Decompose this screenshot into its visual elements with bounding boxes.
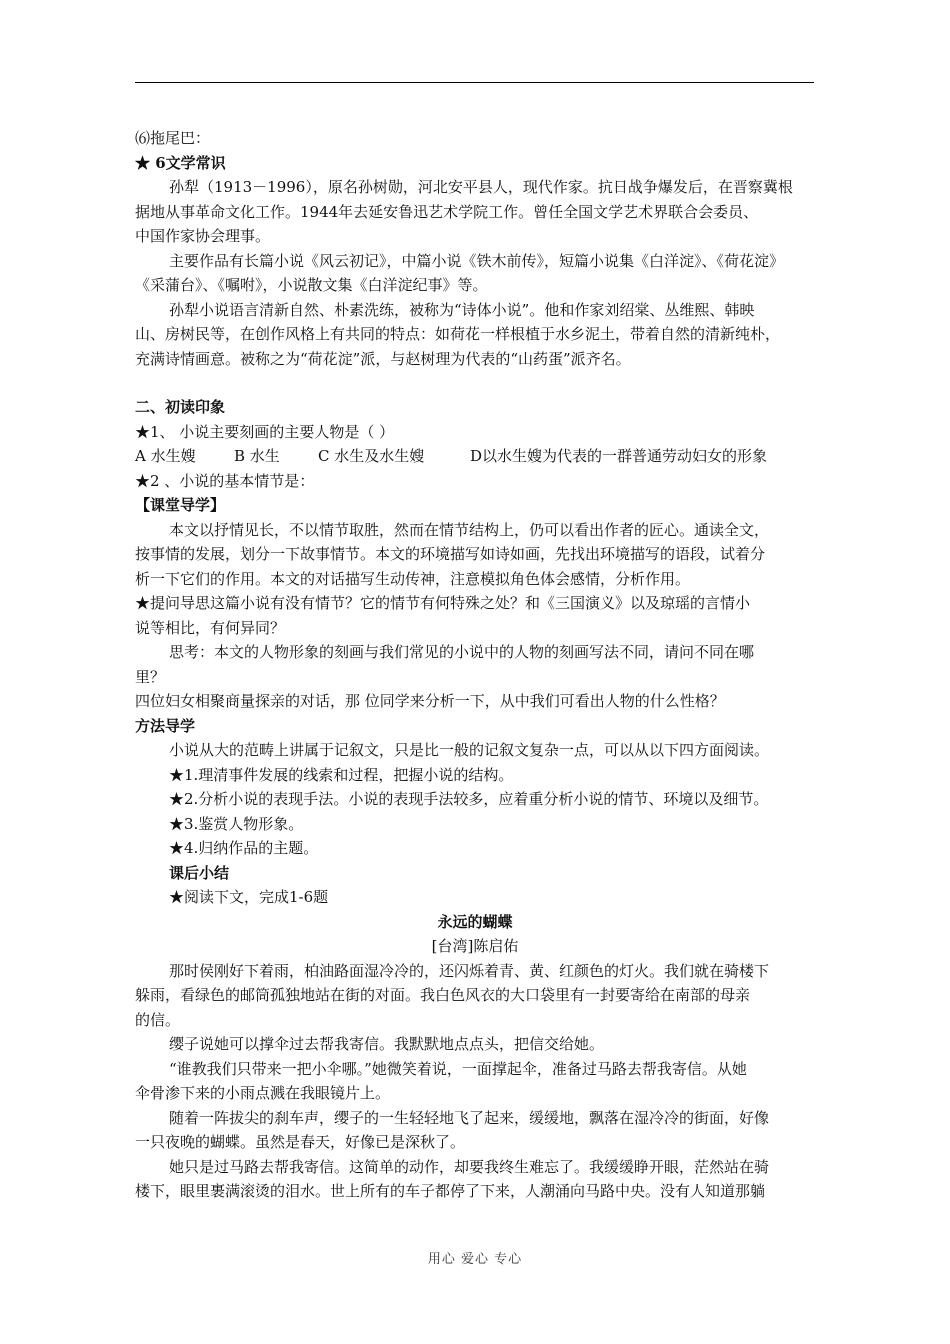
method-item-1: ★1.理清事件发展的线索和过程，把握小说的结构。 [169, 765, 514, 784]
class-guide-heading: 【课堂导学】 [135, 496, 226, 514]
option-a: A 水生嫂 [135, 447, 196, 465]
method-item-2: ★2.分析小说的表现手法。小说的表现手法较多，应着重分析小说的情节、环境以及细节。 [169, 790, 769, 808]
guide-line-3: 析一下它们的作用。本文的对话描写生动传神，注意模拟角色体会感情，分析作用。 [135, 569, 691, 588]
reading-task: ★阅读下文，完成1-6题 [169, 888, 329, 906]
ask-line-2: 说等相比，有何异同？ [135, 618, 286, 637]
article-p5-line-1: 她只是过马路去帮我寄信。这简单的动作，却要我终生难忘了。我缓缓睁开眼，茫然站在骑 [169, 1157, 770, 1176]
method-heading: 方法导学 [135, 716, 196, 735]
first-reading-heading: 二、初读印象 [135, 398, 226, 416]
think-line-2: 里？ [135, 667, 166, 686]
page-footer: 用心 爱心 专心 [427, 1252, 523, 1267]
style-line-2: 山、房树民等，在创作风格上有共同的特点：如荷花一样根植于水乡泥土，带着自然的清新纯朴， [135, 325, 781, 343]
article-p1-line-1: 那时侯刚好下着雨，柏油路面湿冷冷的，还闪烁着青、黄、红颜色的灯火。我们就在骑楼下 [169, 961, 770, 980]
think-line-1: 思考：本文的人物形象的刻画与我们常见的小说中的人物的刻画写法不同，请问不同在哪 [169, 643, 755, 661]
style-line-3: 充满诗情画意。被称之为“荷花淀”派，与赵树理为代表的“山药蛋”派齐名。 [135, 349, 631, 368]
works-line-1: 主要作品有长篇小说《风云初记》，中篇小说《铁木前传》，短篇小说集《白洋淀》、《荷花淀》 [169, 251, 785, 270]
bio-line-2: 据地从事革命文化工作。1944年去延安鲁迅艺术学院工作。曾任全国文学艺术界联合会委员、 [135, 202, 759, 221]
guide-line-1: 本文以抒情见长，不以情节取胜，然而在情节结构上，仍可以看出作者的匠心。通读全文， [169, 520, 770, 539]
document-body [135, 126, 825, 1204]
article-p4-line-1: 随着一阵拔尖的刹车声，缨子的一生轻轻地飞了起来，缓缓地，飘落在湿冷冷的街面，好像 [169, 1108, 770, 1127]
question-2: ★2 、小说的基本情节是： [135, 471, 315, 490]
article-p5-line-2: 楼下，眼里裹满滚烫的泪水。世上所有的车子都停了下来，人潮涌向马路中央。没有人知道那躺 [135, 1182, 766, 1200]
option-d: D以水生嫂为代表的一群普通劳动妇女的形象 [470, 447, 768, 465]
works-line-2: 《采蒲台》、《嘱咐》，小说散文集《白洋淀纪事》等。 [135, 276, 488, 294]
question-1-options [135, 444, 825, 469]
ask-line-1: ★提问导思这篇小说有没有情节？它的情节有何特殊之处？和《三国演义》以及琼瑶的言情小 [135, 594, 751, 612]
article-p1-line-3: 的信。 [135, 1010, 181, 1029]
option-b: B 水生 [234, 447, 280, 465]
method-intro: 小说从大的范畴上讲属于记叙文，只是比一般的记叙文复杂一点，可以从以下四方面阅读。 [169, 741, 770, 759]
summary-heading: 课后小结 [169, 863, 230, 882]
literature-heading: ★ 6文学常识 [135, 153, 226, 172]
header-rule [135, 82, 814, 83]
guide-line-2: 按事情的发展，划分一下故事情节。本文的环境描写如诗如画，先找出环境描写的语段，试着分 [135, 545, 766, 563]
option-c: C 水生及水生嫂 [318, 447, 425, 465]
article-author: [台湾]陈启佑 [431, 937, 519, 955]
method-item-3: ★3.鉴赏人物形象。 [169, 814, 304, 833]
article-p3-line-1: “谁教我们只带来一把小伞哪。”她微笑着说，一面撑起伞，准备过马路去帮我寄信。从她 [169, 1059, 747, 1078]
article-p3-line-2: 伞骨渗下来的小雨点溅在我眼镜片上。 [135, 1084, 391, 1102]
article-p2: 缨子说她可以撑伞过去帮我寄信。我默默地点点头，把信交给她。 [169, 1035, 605, 1053]
question-1: ★1、 小说主要刻画的主要人物是（ ） [135, 422, 395, 441]
bio-line-3: 中国作家协会理事。 [135, 227, 271, 245]
drag-tail-label: ⑹拖尾巴： [135, 129, 211, 147]
bio-line-1: 孙犁（1913－1996），原名孙树勋，河北安平县人，现代作家。抗日战争爆发后，在晋察冀根 [169, 178, 793, 196]
article-title: 永远的蝴蝶 [437, 912, 513, 931]
method-item-4: ★4.归纳作品的主题。 [169, 839, 319, 857]
article-p4-line-2: 一只夜晚的蝴蝶。虽然是春天，好像已是深秋了。 [135, 1133, 466, 1151]
style-line-1: 孙犁小说语言清新自然、朴素洗练，被称为“诗体小说”。他和作家刘绍棠、丛维熙、韩映 [169, 300, 755, 319]
article-p1-line-2: 躲雨，看绿色的邮筒孤独地站在街的对面。我白色风衣的大口袋里有一封要寄给在南部的母亲 [135, 986, 751, 1004]
dialog-question: 四位妇女相聚商量探亲的对话，那 位同学来分析一下，从中我们可看出人物的什么性格？ [135, 692, 725, 710]
